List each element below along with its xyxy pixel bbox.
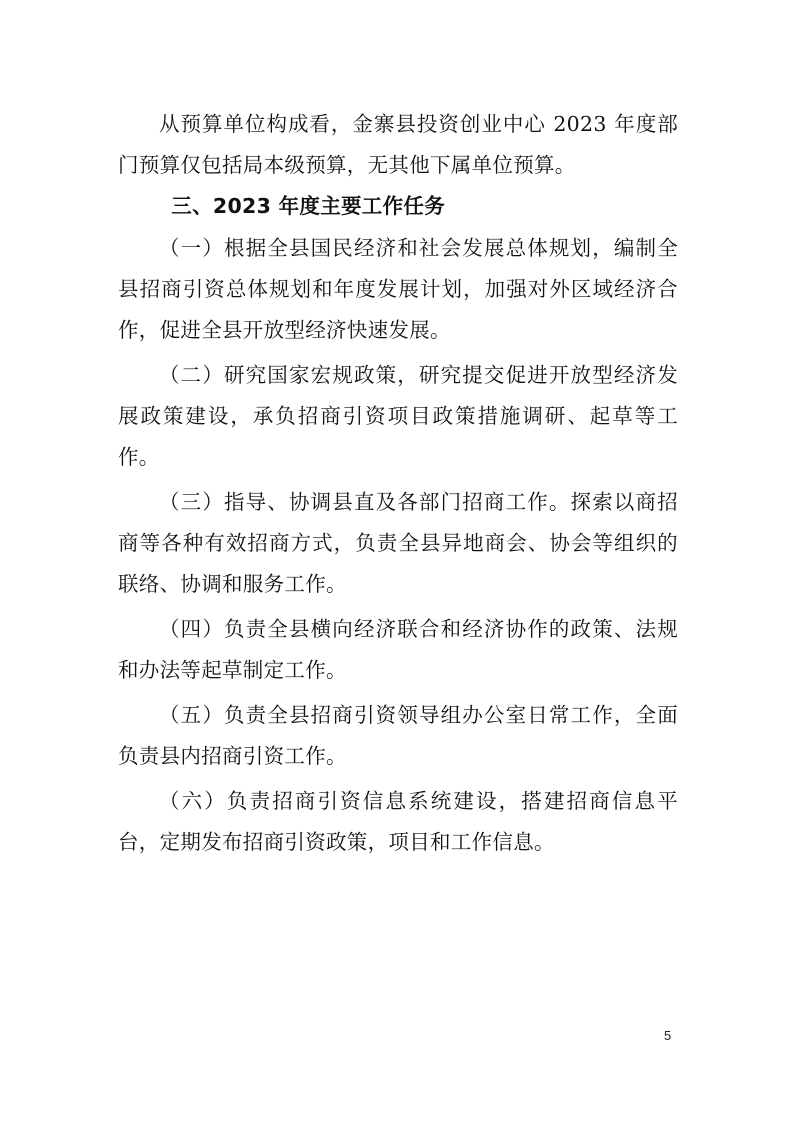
section-heading: 三、2023 年度主要工作任务 <box>171 194 445 218</box>
task-paragraph-4: （四）负责全县横向经济联合和经济协作的政策、法规和办法等起草制定工作。 <box>118 617 678 682</box>
page-number: 5 <box>664 1028 672 1043</box>
task-paragraph-1: （一）根据全县国民经济和社会发展总体规划，编制全县招商引资总体规划和年度发展计划，加强对外区域经济合作，促进全县开放型经济快速发展。 <box>118 236 678 342</box>
task-paragraph-6: （六）负责招商引资信息系统建设，搭建招商信息平台，定期发布招商引资政策，项目和工作信息。 <box>118 789 678 854</box>
task-paragraph-3: （三）指导、协调县直及各部门招商工作。探索以商招商等各种有效招商方式，负责全县异地商会、协会等组织的联络、协调和服务工作。 <box>118 490 678 596</box>
intro-paragraph: 从预算单位构成看，金寨县投资创业中心 2023 年度部门预算仅包括局本级预算，无其他下属单位预算。 <box>118 112 678 177</box>
task-paragraph-2: （二）研究国家宏规政策，研究提交促进开放型经济发展政策建设，承负招商引资项目政策措施调研、起草等工作。 <box>118 363 678 469</box>
task-paragraph-5: （五）负责全县招商引资领导组办公室日常工作，全面负责县内招商引资工作。 <box>118 703 678 768</box>
document-body <box>118 104 678 863</box>
